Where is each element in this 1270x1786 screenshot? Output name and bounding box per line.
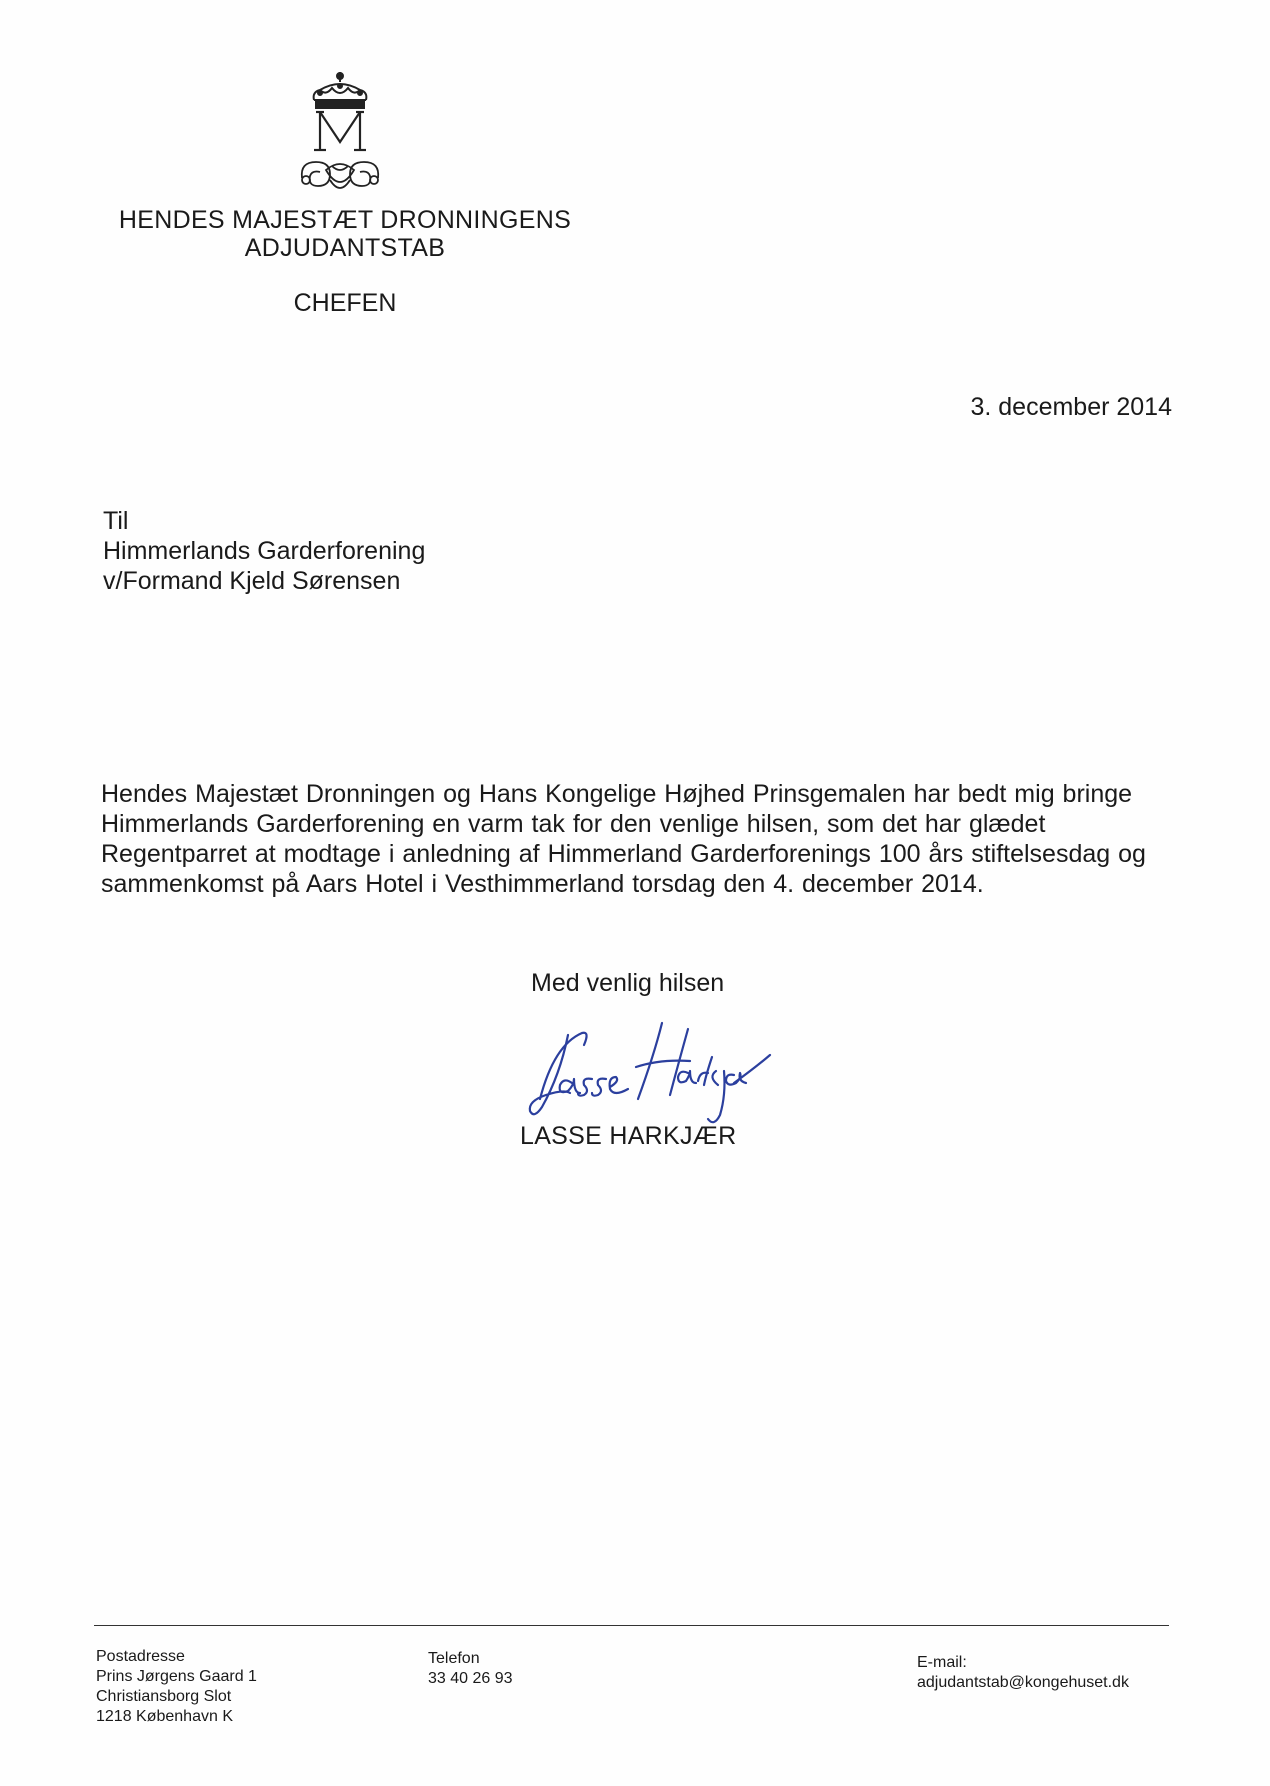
footer-email	[917, 1653, 1129, 1693]
footer-phone-label: Telefon	[428, 1650, 480, 1667]
letterhead-office: CHEFEN	[293, 289, 397, 317]
royal-crown-monogram-icon	[290, 70, 390, 200]
signer-name: LASSE HARKJÆR	[520, 1122, 737, 1150]
footer-address-label: Postadresse	[96, 1648, 185, 1665]
letter-date: 3. december 2014	[970, 393, 1172, 421]
footer-divider	[94, 1625, 1169, 1626]
letterhead	[100, 206, 590, 262]
footer-email-address: adjudantstab@kongehuset.dk	[917, 1674, 1129, 1691]
footer-address-line-2: Christiansborg Slot	[96, 1688, 232, 1705]
recipient-line-2: Himmerlands Garderforening	[103, 537, 426, 565]
footer-telephone	[428, 1649, 513, 1689]
letterhead-line-2: ADJUDANTSTAB	[244, 234, 446, 262]
recipient-line-3: v/Formand Kjeld Sørensen	[103, 567, 401, 595]
letterhead-line-1: HENDES MAJESTÆT DRONNINGENS	[118, 206, 572, 234]
footer-address-line-1: Prins Jørgens Gaard 1	[96, 1668, 257, 1685]
footer-address-line-3: 1218 København K	[96, 1708, 233, 1725]
footer-phone-number: 33 40 26 93	[428, 1670, 513, 1687]
letter-body: Hendes Majestæt Dronningen og Hans Kongelige Højhed Prinsgemalen har bedt mig bringe Himmerlands Garderforening en varm tak for den venlige hilsen, som det har glædet Regentparret at modtage i anledning af Himmerland Garderforenings 100 års stiftelsesdag og sammenkomst på Aars Hotel i Vesthimmerland torsdag den 4. december 2014.	[101, 780, 1146, 898]
recipient-block	[103, 506, 425, 596]
closing-phrase: Med venlig hilsen	[531, 969, 725, 997]
footer-email-label: E-mail:	[917, 1654, 967, 1671]
recipient-line-1: Til	[103, 507, 129, 535]
handwritten-signature	[520, 1015, 780, 1125]
footer-postal-address	[96, 1647, 257, 1727]
